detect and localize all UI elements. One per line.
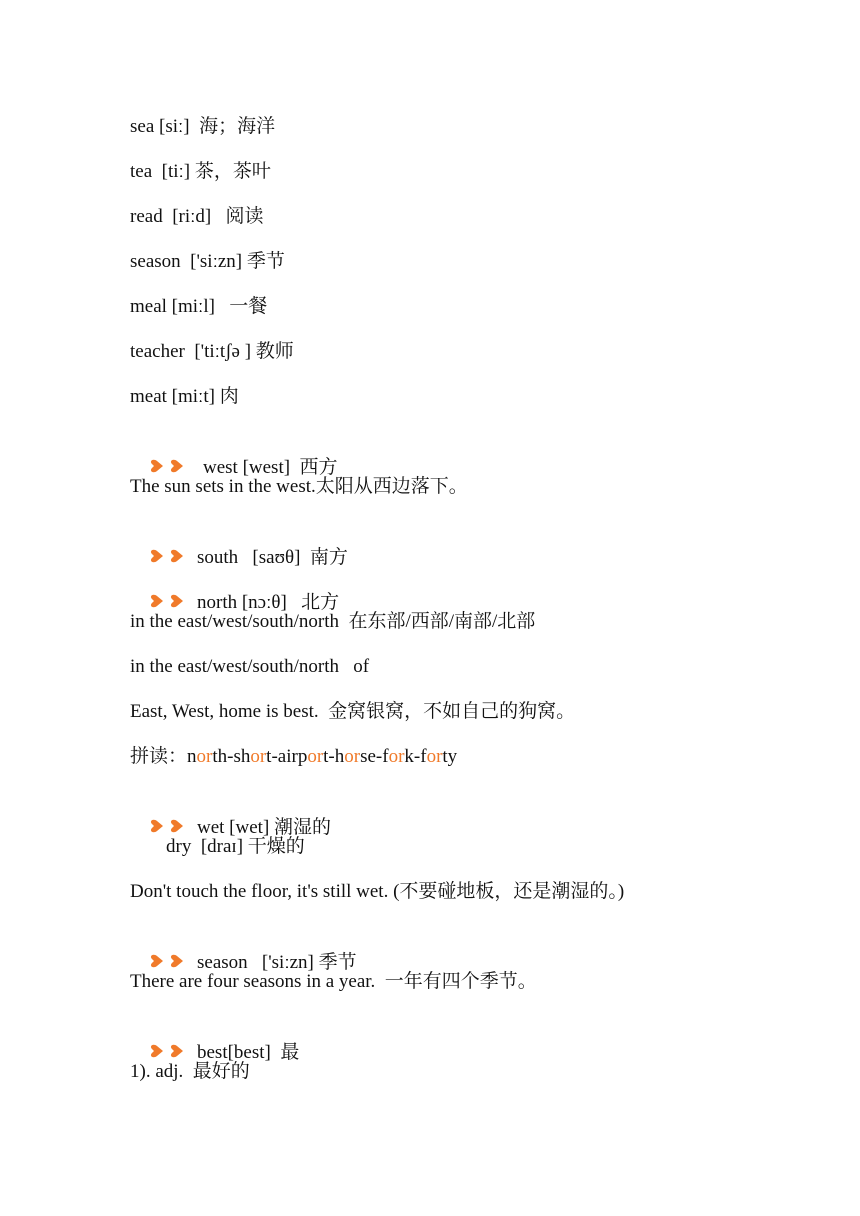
- vocab-entry-season: [130, 924, 357, 973]
- vocab-line-season: season ['siːzn] 季节: [130, 251, 285, 272]
- spelling-highlight: or: [250, 746, 267, 767]
- vocab-line-best: best[best] 最: [197, 1042, 300, 1063]
- vocab-line-tea: tea [tiː] 茶，茶叶: [130, 161, 271, 182]
- definition-line-best: 1). adj. 最好的: [130, 1061, 250, 1082]
- double-heart-bullet-icon: [149, 456, 201, 476]
- example-sentence-wet: Don't touch the floor, it's still wet. (不要碰地板，还是潮湿的。): [130, 881, 625, 902]
- double-heart-bullet-icon: [149, 816, 195, 836]
- spelling-text: k-f: [404, 746, 427, 767]
- double-heart-bullet-icon: [149, 951, 195, 971]
- spelling-highlight: or: [344, 746, 361, 767]
- proverb-line: East, West, home is best. 金窝银窝，不如自己的狗窝。: [130, 701, 576, 722]
- spelling-label: 拼读：: [130, 746, 188, 767]
- double-heart-bullet-icon: [149, 546, 195, 566]
- phrase-line-directions-of: in the east/west/south/north of: [130, 656, 370, 677]
- vocab-line-sea: sea [siː] 海；海洋: [130, 116, 276, 137]
- spelling-text: th-sh: [212, 746, 251, 767]
- vocab-entry-best: [130, 1014, 300, 1063]
- vocab-line-teacher: teacher ['tiːtʃə ] 教师: [130, 341, 294, 362]
- vocab-entry-wet: [130, 789, 332, 838]
- vocab-line-north: north [nɔːθ] 北方: [197, 592, 340, 613]
- spelling-text: t-h: [323, 746, 345, 767]
- spelling-highlight: or: [426, 746, 443, 767]
- vocab-entry-north: [130, 564, 340, 613]
- spelling-text: t-airp: [266, 746, 308, 767]
- example-sentence-season: There are four seasons in a year. 一年有四个季节。: [130, 971, 537, 992]
- spelling-highlight: or: [307, 746, 324, 767]
- vocab-line-west: west [west] 西方: [203, 457, 338, 478]
- spelling-segments: [187, 746, 457, 767]
- spelling-text: n: [187, 746, 197, 767]
- double-heart-bullet-icon: [149, 1041, 195, 1061]
- vocab-line-dry: dry [draɪ] 干燥的: [166, 836, 305, 857]
- spelling-line: [130, 744, 457, 770]
- example-sentence-west: The sun sets in the west.太阳从西边落下。: [130, 476, 468, 497]
- vocab-entry-south: [130, 519, 348, 568]
- vocab-line-season-2: season ['siːzn] 季节: [197, 952, 357, 973]
- vocab-line-meal: meal [miːl] 一餐: [130, 296, 268, 317]
- vocab-line-wet: wet [wet] 潮湿的: [197, 817, 332, 838]
- spelling-highlight: or: [388, 746, 405, 767]
- vocab-line-read: read [riːd] 阅读: [130, 206, 264, 227]
- vocab-line-south: south [saʊθ] 南方: [197, 547, 348, 568]
- double-heart-bullet-icon: [149, 591, 195, 611]
- vocab-line-meat: meat [miːt] 肉: [130, 386, 239, 407]
- vocab-entry-west: [130, 429, 338, 478]
- phrase-line-directions: in the east/west/south/north 在东部/西部/南部/北部: [130, 611, 536, 632]
- spelling-highlight: or: [196, 746, 213, 767]
- spelling-text: ty: [442, 746, 458, 767]
- spelling-text: se-f: [360, 746, 389, 767]
